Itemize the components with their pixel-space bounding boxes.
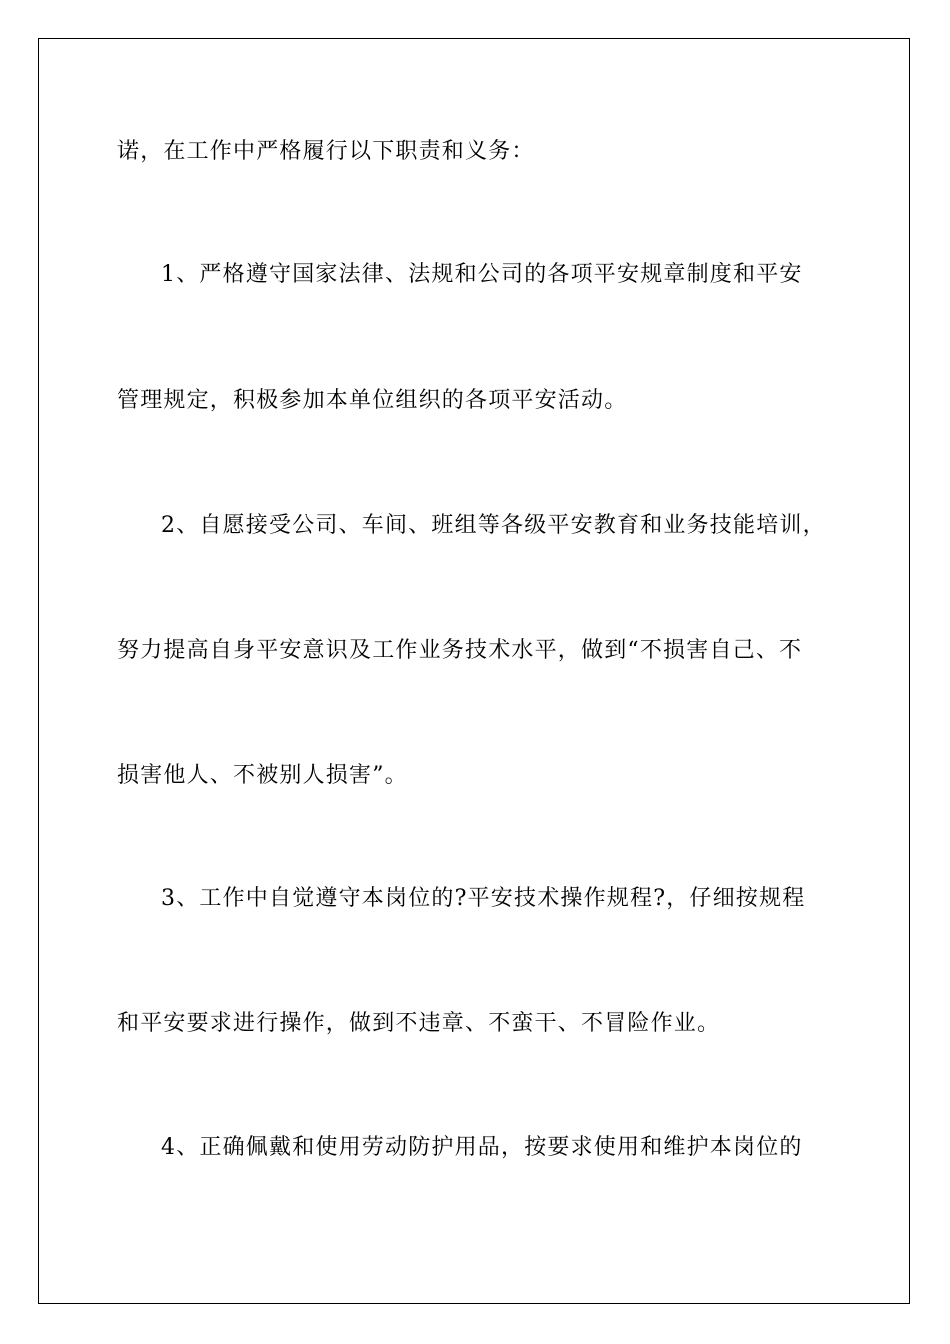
text-line-continuation: 诺，在工作中严格履行以下职责和义务：	[117, 139, 535, 164]
item-2-line-3: 损害他人、不被别人损害”。	[117, 763, 408, 788]
page-border	[38, 38, 910, 1304]
item-2-line-1: 2、自愿接受公司、车间、班组等各级平安教育和业务技能培训，	[161, 513, 826, 538]
item-4-line-1: 4、正确佩戴和使用劳动防护用品，按要求使用和维护本岗位的	[161, 1135, 803, 1160]
item-2-line-2: 努力提高自身平安意识及工作业务技术水平，做到“不损害自己、不	[117, 638, 803, 663]
item-1-line-1: 1、严格遵守国家法律、法规和公司的各项平安规章制度和平安	[161, 262, 803, 287]
item-1-line-2: 管理规定，积极参加本单位组织的各项平安活动。	[117, 388, 628, 413]
item-3-line-2: 和平安要求进行操作，做到不违章、不蛮干、不冒险作业。	[117, 1011, 721, 1036]
item-3-line-1: 3、工作中自觉遵守本岗位的?平安技术操作规程?，仔细按规程	[161, 886, 806, 911]
